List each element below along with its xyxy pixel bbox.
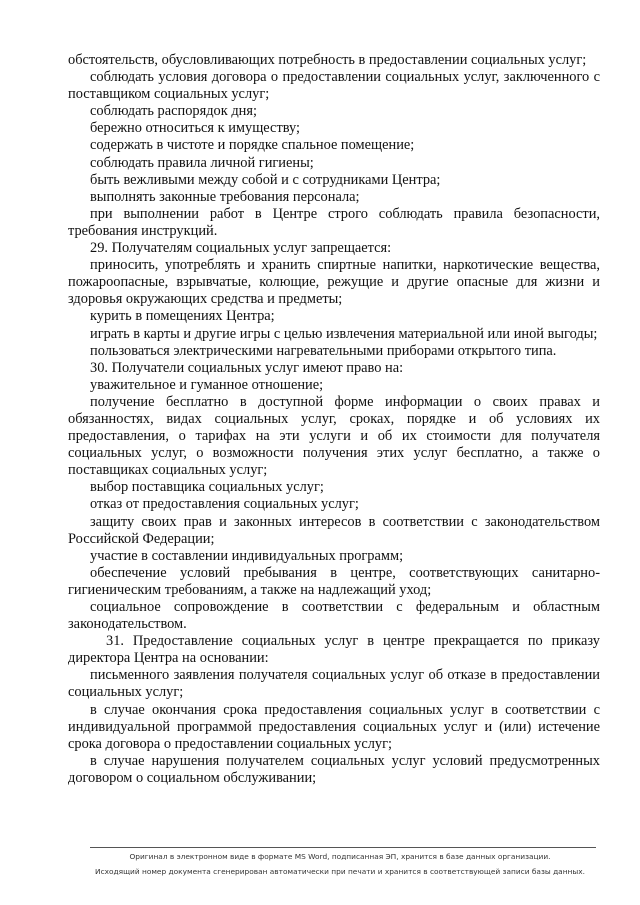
paragraph: приносить, употреблять и хранить спиртные напитки, наркотические вещества, пожароопасные, взрывчатые, колющие, режущие и другие опасные для жизни и здоровья окружающих средства и предметы;	[68, 257, 600, 308]
paragraph: обстоятельств, обусловливающих потребность в предоставлении социальных услуг;	[68, 52, 587, 68]
paragraph: письменного заявления получателя социальных услуг об отказе в предоставлении социальных услуг;	[68, 667, 600, 701]
paragraph: уважительное и гуманное отношение;	[90, 376, 324, 393]
footer-divider	[90, 847, 596, 848]
paragraph: защиту своих прав и законных интересов в соответствии с законодательством Российской Федерации;	[68, 513, 600, 547]
paragraph: участие в составлении индивидуальных программ;	[90, 547, 404, 564]
document-body	[68, 52, 600, 787]
paragraph: соблюдать условия договора о предоставлении социальных услуг, заключенного с поставщиком социальных услуг;	[68, 69, 600, 103]
paragraph: соблюдать правила личной гигиены;	[90, 154, 314, 171]
paragraph: соблюдать распорядок дня;	[90, 103, 257, 120]
paragraph: выбор поставщика социальных услуг;	[90, 479, 324, 496]
section-heading-31: 31. Предоставление социальных услуг в центре прекращается по приказу директора Центра на основании:	[68, 633, 600, 667]
paragraph: бережно относиться к имуществу;	[90, 120, 301, 137]
paragraph: в случае нарушения получателем социальных услуг условий предусмотренных договором о социальном обслуживании;	[68, 752, 600, 786]
paragraph: получение бесплатно в доступной форме информации о своих правах и обязанностях, видах социальных услуг, сроках, порядке и об условиях их предоставления, о тарифах на эти услуги и об их стоимости для получателя социальных услуг, о возможности получения этих услуг бесплатно, а также о поставщиках социальных услуг;	[68, 393, 600, 479]
paragraph: обеспечение условий пребывания в центре, соответствующих санитарно-гигиеническим требованиям, а также на надлежащий уход;	[68, 564, 600, 598]
paragraph: социальное сопровождение в соответствии с федеральным и областным законодательством.	[68, 599, 600, 633]
footer-note-original: Оригинал в электронном виде в формате MS Word, подписанная ЭП, хранится в базе данных организации.	[129, 852, 551, 861]
section-heading-30: 30. Получатели социальных услуг имеют право на:	[90, 359, 404, 376]
footer-note-outgoing-number: Исходящий номер документа сгенерирован автоматически при печати и хранится в соответствующей записи базы данных.	[95, 867, 585, 876]
paragraph: быть вежливыми между собой и с сотрудниками Центра;	[90, 171, 441, 188]
paragraph: в случае окончания срока предоставления социальных услуг в соответствии с индивидуальной программой предоставления социальных услуг и (или) истечение срока договора о предоставлении социальных услуг;	[68, 701, 600, 752]
paragraph: курить в помещениях Центра;	[90, 308, 275, 325]
paragraph: играть в карты и другие игры с целью извлечения материальной или иной выгоды;	[90, 325, 598, 342]
paragraph: пользоваться электрическими нагревательными приборами открытого типа.	[90, 342, 557, 359]
paragraph: отказ от предоставления социальных услуг;	[90, 496, 359, 513]
paragraph: содержать в чистоте и порядке спальное помещение;	[90, 137, 415, 154]
paragraph: выполнять законные требования персонала;	[90, 188, 360, 205]
section-heading-29: 29. Получателям социальных услуг запрещается:	[90, 240, 392, 257]
paragraph: при выполнении работ в Центре строго соблюдать правила безопасности, требования инструкций.	[68, 205, 600, 239]
